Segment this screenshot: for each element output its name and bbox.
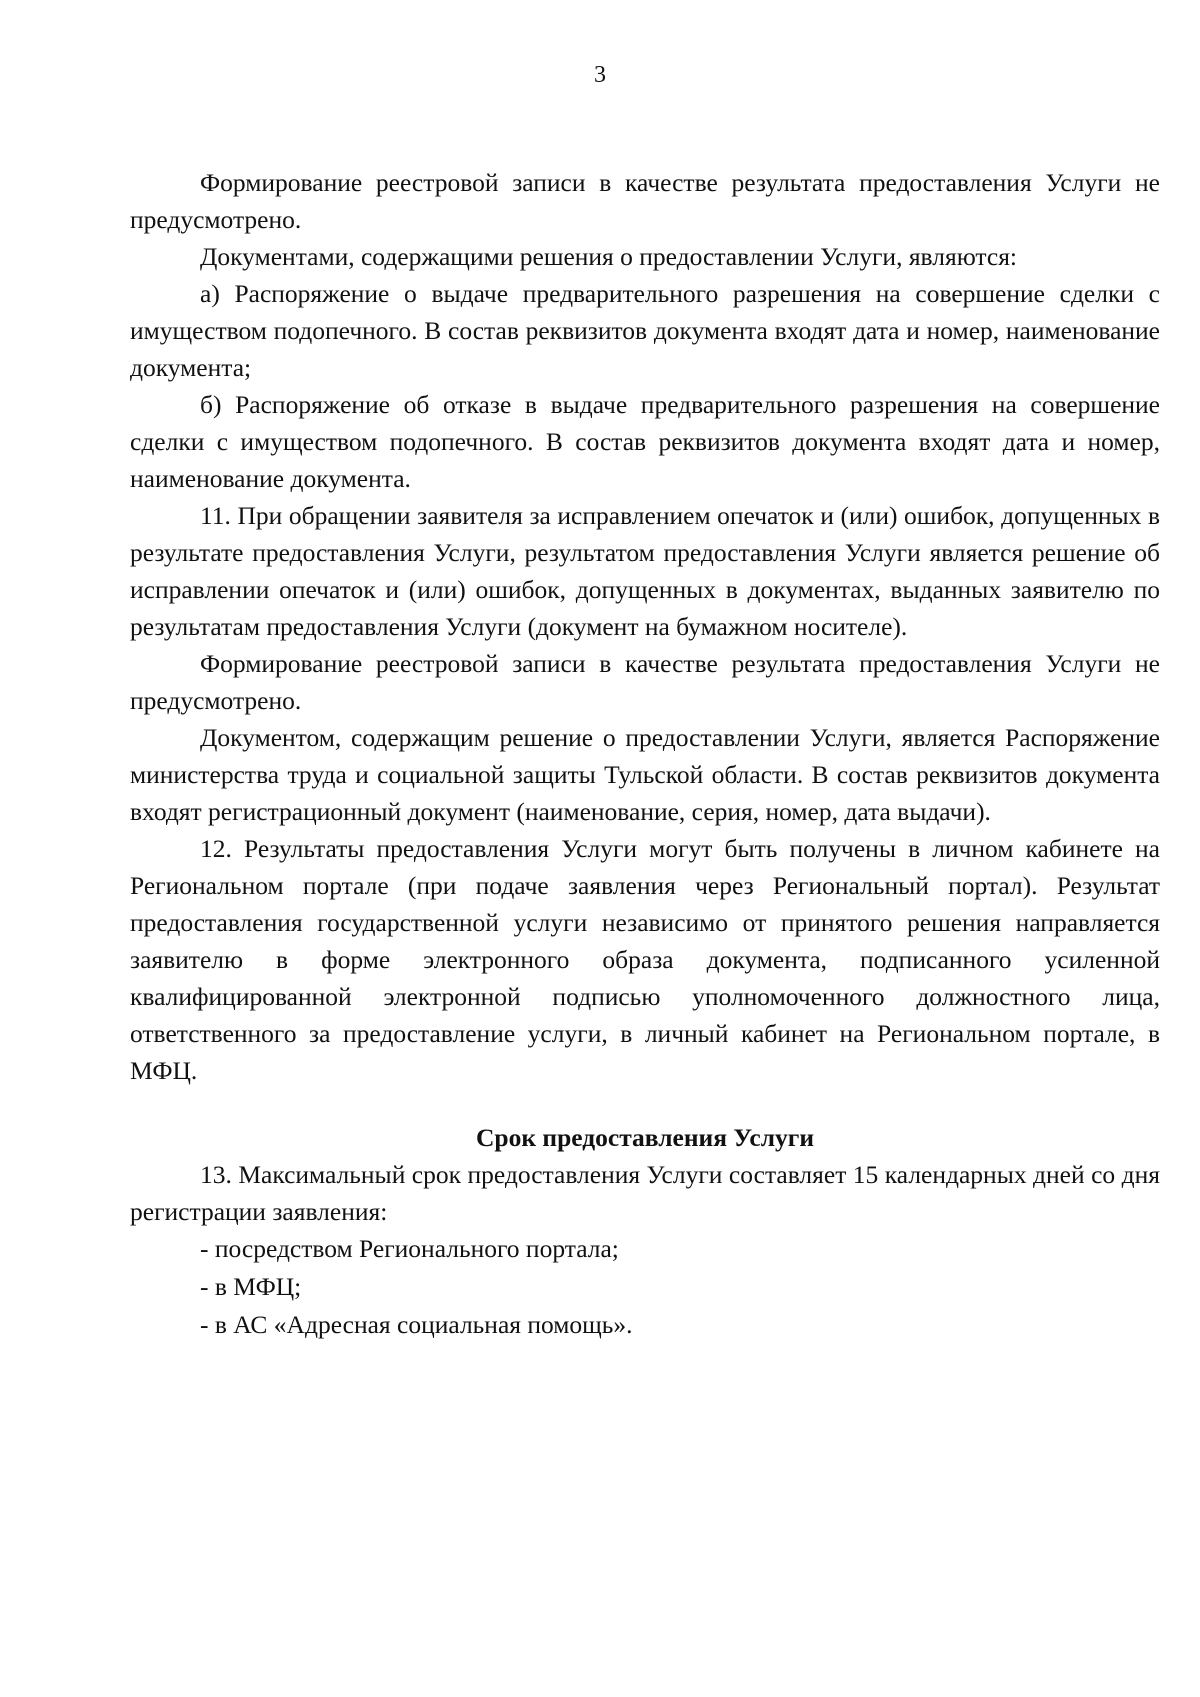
list-item: - посредством Регионального портала; — [200, 1234, 619, 1263]
page-number: 3 — [594, 62, 606, 88]
paragraph: Документом, содержащим решение о предоставлении Услуги, является Распоряжение министерства труда и социальной защиты Тульской области. В состав реквизитов документа входят регистрационный документ (наименование, серия, номер, дата выдачи). — [130, 723, 1160, 826]
document-body — [130, 164, 1160, 1344]
paragraph: 13. Максимальный срок предоставления Услуги составляет 15 календарных дней со дня регистрации заявления: — [130, 1160, 1160, 1226]
list-item: - в АС «Адресная социальная помощь». — [200, 1310, 633, 1339]
paragraph: 12. Результаты предоставления Услуги могут быть получены в личном кабинете на Региональном портале (при подаче заявления через Региональный портал). Результат предоставления государственной услуги независимо от принятого решения направляется заявителю в форме электронного образа документа, подписанного усиленной квалифицированной электронной подписью уполномоченного должностного лица, ответственного за предоставление услуги, в личный кабинет на Региональном портале, в МФЦ. — [130, 834, 1160, 1085]
paragraph: б) Распоряжение об отказе в выдаче предварительного разрешения на совершение сделки с имуществом подопечного. В состав реквизитов документа входят дата и номер, наименование документа. — [130, 390, 1160, 493]
paragraph: а) Распоряжение о выдаче предварительного разрешения на совершение сделки с имуществом подопечного. В состав реквизитов документа входят дата и номер, наименование документа; — [130, 279, 1160, 382]
paragraph: 11. При обращении заявителя за исправлением опечаток и (или) ошибок, допущенных в результате предоставления Услуги, результатом предоставления Услуги является решение об исправлении опечаток и (или) ошибок, допущенных в документах, выданных заявителю по результатам предоставления Услуги (документ на бумажном носителе). — [130, 501, 1160, 641]
paragraph: Формирование реестровой записи в качестве результата предоставления Услуги не предусмотрено. — [130, 649, 1160, 715]
paragraph: Формирование реестровой записи в качестве результата предоставления Услуги не предусмотрено. — [130, 168, 1160, 234]
section-heading: Срок предоставления Услуги — [475, 1123, 815, 1152]
list-item: - в МФЦ; — [200, 1272, 302, 1301]
paragraph: Документами, содержащими решения о предоставлении Услуги, являются: — [200, 242, 1018, 271]
